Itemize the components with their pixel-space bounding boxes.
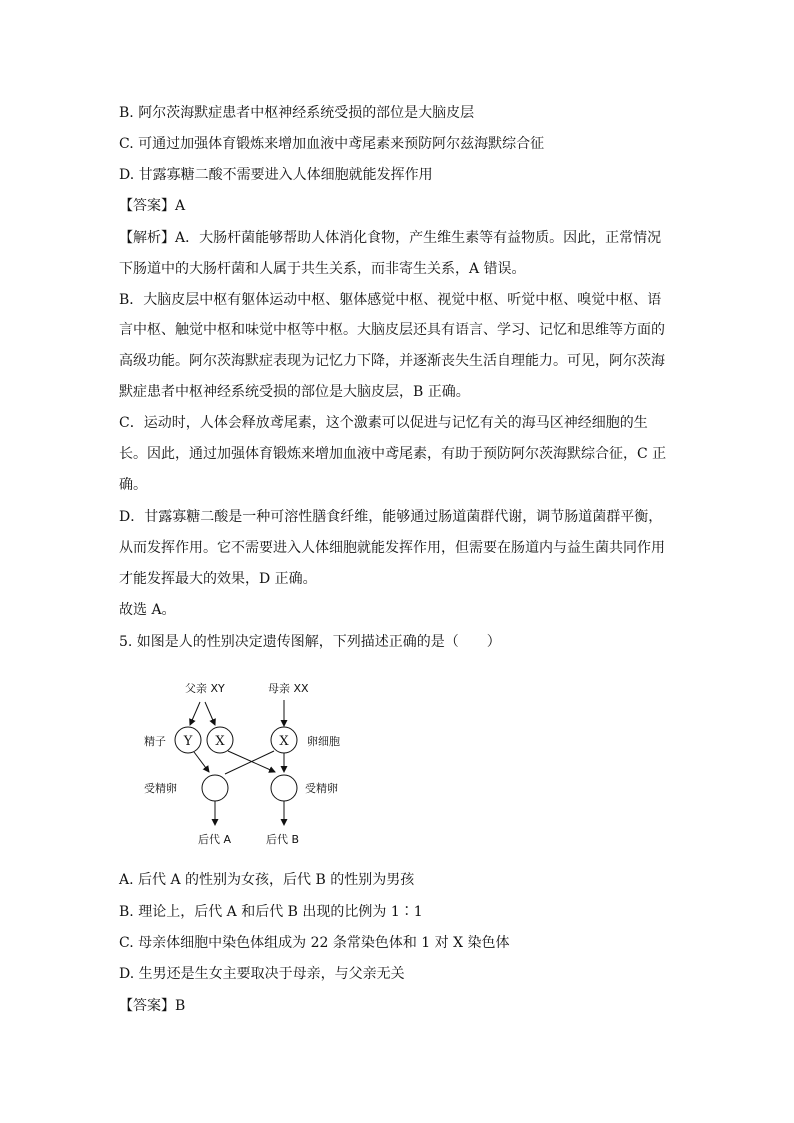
explanation-line: 长。因此，通过加强体育锻炼来增加血液中鸢尾素，有助于预防阿尔茨海默综合征，C 正 — [119, 446, 667, 462]
zygote-b-cell — [271, 775, 297, 801]
conclusion-line: 故选 A。 — [119, 602, 176, 618]
explanation-line: 言中枢、触觉中枢和味觉中枢等中枢。大脑皮层还具有语言、学习、记忆和思维等方面的 — [119, 322, 665, 338]
option-b-text: B. 阿尔茨海默症患者中枢神经系统受损的部位是大脑皮层 — [119, 105, 475, 121]
answer-line: 【答案】B — [119, 998, 186, 1014]
explanation-line: C．运动时，人体会释放鸢尾素，这个激素可以促进与记忆有关的海马区神经细胞的生 — [119, 415, 648, 431]
gamete-y-label: Y — [183, 734, 193, 749]
option-c: C. 母亲体细胞中染色体组成为 22 条常染色体和 1 对 X 染色体 — [119, 935, 510, 951]
arrow — [194, 752, 209, 772]
gamete-x-label: X — [279, 734, 289, 749]
answer-line: 【答案】A — [119, 198, 186, 214]
explanation-line: 【解析】A．大肠杆菌能够帮助人体消化食物，产生维生素等有益物质。因此，正常情况 — [119, 230, 662, 246]
explanation-line: 才能发挥最大的效果，D 正确。 — [119, 571, 317, 587]
mother-label: 母亲 XX — [268, 682, 309, 695]
arrow — [190, 702, 200, 725]
zygote-label: 受精卵 — [305, 782, 338, 795]
explanation-line: 高级功能。阿尔茨海默症表现为记忆力下降，并逐渐丧失生活自理能力。可见，阿尔茨海 — [119, 353, 665, 369]
zygote-a-cell — [202, 775, 228, 801]
gamete-x-label: X — [215, 734, 225, 749]
explanation-line: B．大脑皮层中枢有躯体运动中枢、躯体感觉中枢、视觉中枢、听觉中枢、嗅觉中枢、语 — [119, 292, 662, 308]
explanation-line: 下肠道中的大肠杆菌和人属于共生关系，而非寄生关系，A 错误。 — [119, 261, 526, 277]
option-a: A. 后代 A 的性别为女孩，后代 B 的性别为男孩 — [119, 872, 415, 888]
offspring-a-label: 后代 A — [198, 833, 232, 846]
father-label: 父亲 XY — [185, 682, 225, 695]
option-d: D. 生男还是生女主要取决于母亲，与父亲无关 — [119, 966, 405, 982]
zygote-label: 受精卵 — [144, 782, 177, 795]
option-b: B. 理论上，后代 A 和后代 B 出现的比例为 1∶1 — [119, 904, 423, 920]
explanation-line: 默症患者中枢神经系统受损的部位是大脑皮层，B 正确。 — [119, 384, 470, 400]
question-5-stem: 5. 如图是人的性别决定遗传图解，下列描述正确的是（ ） — [119, 634, 501, 650]
arrow — [205, 702, 215, 725]
sex-determination-diagram — [135, 675, 365, 855]
option-d-text: D. 甘露寡糖二酸不需要进入人体细胞就能发挥作用 — [119, 167, 433, 183]
option-c-text: C. 可通过加强体育锻炼来增加血液中鸢尾素来预防阿尔兹海默综合征 — [119, 136, 545, 152]
explanation-line: D．甘露寡糖二酸是一种可溶性膳食纤维，能够通过肠道菌群代谢，调节肠道菌群平衡， — [119, 509, 663, 525]
sperm-label: 精子 — [144, 735, 166, 748]
explanation-line: 确。 — [119, 477, 147, 493]
explanation-line: 从而发挥作用。它不需要进入人体细胞就能发挥作用，但需要在肠道内与益生菌共同作用 — [119, 540, 665, 556]
offspring-b-label: 后代 B — [266, 833, 300, 846]
cross-line — [225, 751, 274, 774]
egg-cell-label: 卵细胞 — [307, 735, 340, 748]
